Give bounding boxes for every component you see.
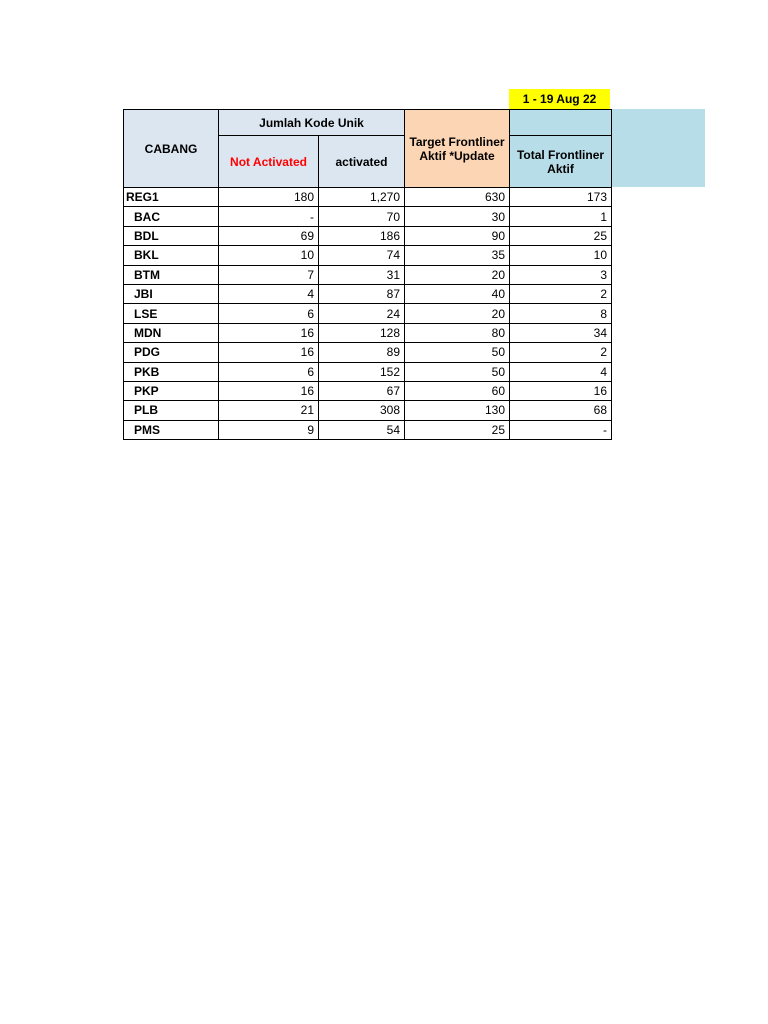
cell-target: 50	[405, 343, 510, 362]
cell-target: 630	[405, 188, 510, 207]
cell-cabang: BTM	[124, 265, 219, 284]
cell-total: 10	[510, 246, 612, 265]
cell-target: 35	[405, 246, 510, 265]
cell-target: 30	[405, 207, 510, 226]
cell-not-activated: 7	[219, 265, 319, 284]
cell-not-activated: 180	[219, 188, 319, 207]
table-row	[124, 343, 612, 362]
table-body	[124, 188, 612, 440]
cell-cabang: PDG	[124, 343, 219, 362]
cell-cabang: PMS	[124, 420, 219, 439]
cell-activated: 87	[319, 284, 405, 303]
table-row	[124, 265, 612, 284]
cell-not-activated: -	[219, 207, 319, 226]
cell-not-activated: 16	[219, 381, 319, 400]
cell-total: 25	[510, 226, 612, 245]
header-cabang: CABANG	[124, 110, 219, 188]
period-badge: 1 - 19 Aug 22	[509, 89, 610, 109]
cell-target: 20	[405, 304, 510, 323]
cell-not-activated: 4	[219, 284, 319, 303]
table-header	[124, 110, 612, 188]
cell-cabang: PKB	[124, 362, 219, 381]
cell-target: 80	[405, 323, 510, 342]
cell-activated: 128	[319, 323, 405, 342]
cell-cabang: JBI	[124, 284, 219, 303]
table-row	[124, 362, 612, 381]
cell-total: 1	[510, 207, 612, 226]
cell-cabang: MDN	[124, 323, 219, 342]
cell-target: 25	[405, 420, 510, 439]
cell-activated: 70	[319, 207, 405, 226]
cell-total: 173	[510, 188, 612, 207]
cell-not-activated: 16	[219, 323, 319, 342]
header-total-frontliner: Total Frontliner Aktif	[510, 136, 612, 188]
cell-total: 3	[510, 265, 612, 284]
table-row	[124, 323, 612, 342]
cell-total: 2	[510, 284, 612, 303]
cell-total: 8	[510, 304, 612, 323]
cell-total: 4	[510, 362, 612, 381]
cell-activated: 152	[319, 362, 405, 381]
table-row	[124, 207, 612, 226]
cell-activated: 54	[319, 420, 405, 439]
table-row	[124, 226, 612, 245]
cell-total: 68	[510, 401, 612, 420]
cell-cabang: PKP	[124, 381, 219, 400]
cell-cabang: PLB	[124, 401, 219, 420]
cell-target: 90	[405, 226, 510, 245]
cell-target: 40	[405, 284, 510, 303]
cell-activated: 89	[319, 343, 405, 362]
cell-cabang: BAC	[124, 207, 219, 226]
header-blue-top-cell	[510, 110, 612, 136]
table-row	[124, 420, 612, 439]
table-row	[124, 246, 612, 265]
cell-not-activated: 16	[219, 343, 319, 362]
cell-not-activated: 21	[219, 401, 319, 420]
table-row	[124, 188, 612, 207]
cell-cabang: LSE	[124, 304, 219, 323]
cell-target: 60	[405, 381, 510, 400]
cell-not-activated: 10	[219, 246, 319, 265]
cell-activated: 186	[319, 226, 405, 245]
header-target-frontliner: Target Frontliner Aktif *Update	[405, 110, 510, 188]
cell-cabang: REG1	[124, 188, 219, 207]
cell-cabang: BKL	[124, 246, 219, 265]
cell-not-activated: 6	[219, 304, 319, 323]
cell-not-activated: 69	[219, 226, 319, 245]
cell-activated: 1,270	[319, 188, 405, 207]
cell-total: 2	[510, 343, 612, 362]
cell-target: 20	[405, 265, 510, 284]
header-jumlah-kode-unik: Jumlah Kode Unik	[219, 110, 405, 136]
cell-cabang: BDL	[124, 226, 219, 245]
cell-activated: 31	[319, 265, 405, 284]
branch-report-table	[123, 109, 612, 440]
cell-target: 130	[405, 401, 510, 420]
cell-activated: 74	[319, 246, 405, 265]
header-blue-extension	[610, 109, 705, 187]
cell-activated: 24	[319, 304, 405, 323]
table-row	[124, 401, 612, 420]
table-row	[124, 381, 612, 400]
cell-not-activated: 6	[219, 362, 319, 381]
cell-total: 16	[510, 381, 612, 400]
table-row	[124, 304, 612, 323]
cell-activated: 308	[319, 401, 405, 420]
cell-total: 34	[510, 323, 612, 342]
cell-target: 50	[405, 362, 510, 381]
cell-not-activated: 9	[219, 420, 319, 439]
table-row	[124, 284, 612, 303]
header-activated: activated	[319, 136, 405, 188]
cell-total: -	[510, 420, 612, 439]
header-not-activated: Not Activated	[219, 136, 319, 188]
cell-activated: 67	[319, 381, 405, 400]
